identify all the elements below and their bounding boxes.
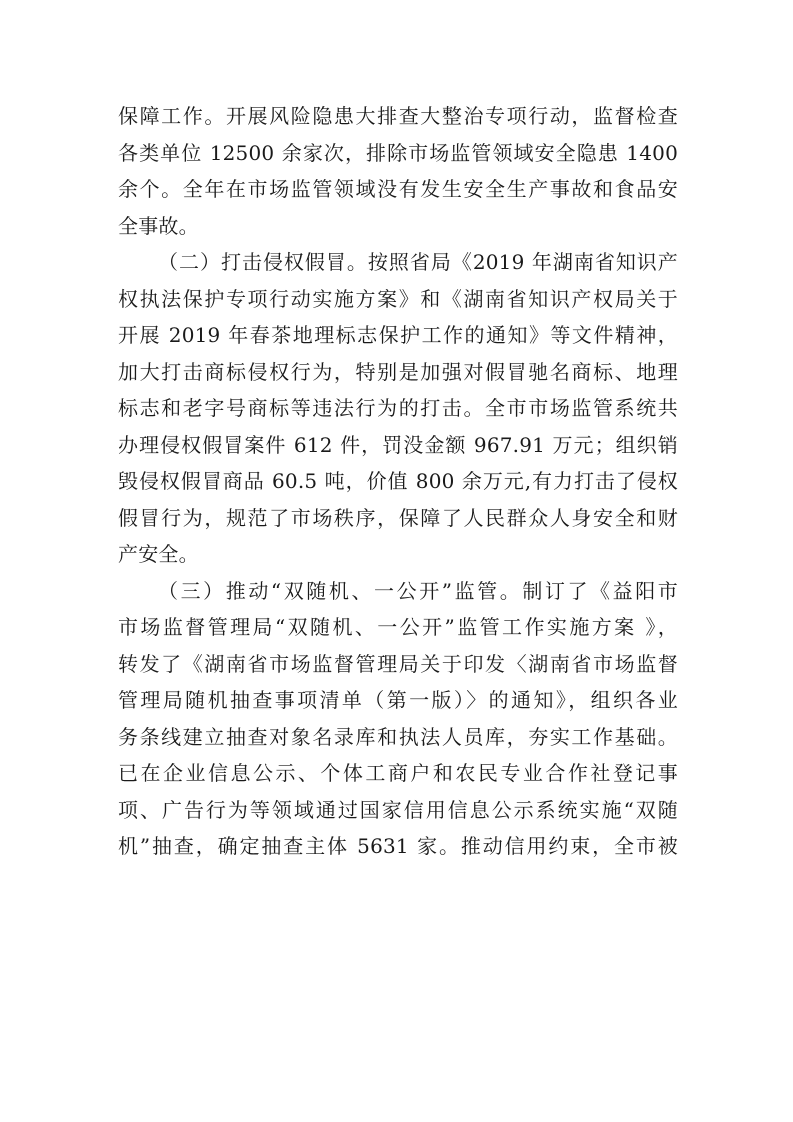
text-line: 保障工作。开展风险隐患大排查大整治专项行动，监督检查 — [118, 104, 678, 128]
text-line: 项、广告行为等领域通过国家信用信息公示系统实施“双随 — [118, 797, 678, 822]
text-line: 市场监督管理局“双随机、一公开”监管工作实施方案 》， — [118, 615, 678, 639]
text-line: 加大打击商标侵权行为，特别是加强对假冒驰名商标、地理 — [118, 359, 678, 384]
text-line: 办理侵权假冒案件 612 件，罚没金额 967.91 万元；组织销 — [118, 432, 678, 457]
text-line: 标志和老字号商标等违法行为的打击。全市市场监管系统共 — [118, 396, 678, 420]
text-line: 权执法保护专项行动实施方案》和《湖南省知识产权局关于 — [118, 286, 678, 311]
text-line: 余个。全年在市场监管领域没有发生安全生产事故和食品安 — [118, 177, 678, 201]
text-line: 产安全。 — [118, 542, 199, 566]
section-heading-line: （二）打击侵权假冒。按照省局《2019 年湖南省知识产 — [158, 250, 678, 274]
text-line: 务条线建立抽查对象名录库和执法人员库，夯实工作基础。 — [118, 724, 678, 749]
body-text — [118, 98, 678, 865]
text-line: 机”抽查，确定抽查主体 5631 家。推动信用约束，全市被 — [118, 834, 678, 858]
text-line: 假冒行为，规范了市场秩序，保障了人民群众人身安全和财 — [118, 505, 678, 530]
section-heading-line: （三）推动“双随机、一公开”监管。制订了《益阳市 — [158, 578, 678, 603]
text-line: 开展 2019 年春茶地理标志保护工作的通知》等文件精神， — [118, 323, 678, 347]
text-line: 毁侵权假冒商品 60.5 吨，价值 800 余万元,有力打击了侵权 — [118, 469, 678, 493]
text-line: 全事故。 — [118, 213, 199, 238]
text-line: 转发了《湖南省市场监督管理局关于印发〈湖南省市场监督 — [118, 651, 678, 676]
text-line: 管理局随机抽查事项清单（第一版）〉的通知》，组织各业 — [118, 688, 678, 712]
text-line: 已在企业信息公示、个体工商户和农民专业合作社登记事 — [118, 761, 678, 785]
text-line: 各类单位 12500 余家次，排除市场监管领域安全隐患 1400 — [118, 140, 678, 165]
